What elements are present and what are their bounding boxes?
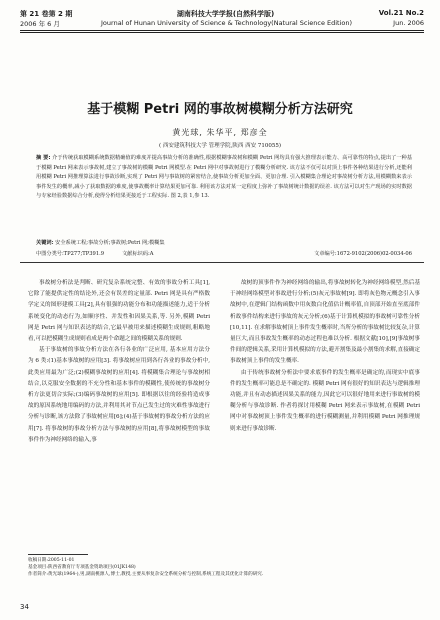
abstract — [36, 154, 412, 202]
volume-cn: 第 21 卷第 2 期 — [20, 10, 73, 18]
abstract-text: 介于传统获取模糊系统数据精确值的难度并提高事故分析的准确性,根据模糊事故树和模糊 Petri 网均具有强大推理表示能力、高可靠性的特点,提出了一种基于模糊 Petri 网来表示事故树,建立了事故树的模糊 Petri 网模型.在 Petri 网中对事故树进行了模糊分析研究. 该方法不仅可以对顶上事件各种结果进行分析,还能利用模糊 Petri 网推理算法进行事故诊断,实现了 Petri 网与事故树的紧密结合,使事故分析更加全面、更加合理. 引入模糊集合理论对事故树分析方法,用模糊数来表示事件发生的概率,减小了获取数据的难度,使事故概率计算结果更加可靠. 利用该方法对某一定程度上弥补了事故树统计数据的误差. 该方法可以对生产现场的实时数据与专家经验数据综合分析,使得分析结果更接近于工程实际. 图 2,表 1,参 13. — [36, 155, 412, 199]
funding: 基金项目:陕西省教育厅专项基金资助项目(01JK148) — [28, 565, 136, 571]
body-column-left — [28, 278, 210, 446]
page-number: 34 — [20, 603, 29, 611]
body-column-right — [230, 278, 420, 435]
paper-title: 基于模糊 Petri 网的事故树模糊分析方法研究 — [87, 102, 353, 117]
authors: 黄光球, 朱华平, 郑彦全 — [172, 128, 268, 137]
paragraph: 基于事故树的事故分析方法在各行各业的广泛应用, 基本应用方法分为 6 类:(1)基本事故树的应用[3]. 将事故树应用到各行各业的事故分析中,此类应用最为广泛;(2)模糊事故树的应用[4]. 将模糊集合理论与事故树相结合,以克服安全数据的不充分性和基本事件的模糊性,使传统的事故树分析方法更切合实际;(3)编码事故树的应用[5]. 即根据以往的经验将造成事故的原因系统地用编码的方法,并利用其对节点已发生过的灾难性事故进行分析与诊断,该方法除了事故树应用[6];(4)基于事故树的事故分析方法的应用[7]. 将事故树的事故分析方法与事故树的应用[8],将事故树模型的事故事件作为神经网络的输入,事 — [28, 347, 210, 443]
keywords — [36, 239, 412, 246]
journal-name-en: Journal of Hunan University of Science & Technology(Natural Science Edition) — [101, 19, 353, 27]
abstract-label: 摘 要: — [36, 155, 51, 161]
volume-en: Vol.21 No.2 — [378, 9, 424, 17]
author-bio: 作者简介:黄光球(1964-),男,湖南桃源人,博士,教授,主要从事复杂安全系统分析与控制,系统工程及其优化计算的研究. — [28, 572, 264, 578]
footnote-rule — [28, 554, 88, 555]
header-rule — [20, 30, 424, 31]
date-cn: 2006 年 6 月 — [20, 20, 60, 28]
classification-line — [36, 250, 412, 257]
affiliation: ( 西安建筑科技大学 管理学院,陕西 西安 710055) — [158, 143, 282, 149]
received-date: 收稿日期:2005-11-01 — [28, 558, 75, 563]
running-header-top — [20, 9, 424, 19]
journal-name-cn: 湖南科技大学学报(自然科学版) — [176, 10, 275, 18]
document-code: 文献标识码:A — [122, 251, 154, 257]
paragraph: 由于传统事故树分析法中要求底事件的发生概率是确定的,而现实中底事件的发生概率可能总是不确定的. 模糊 Petri 网有很好的知识表达与逻辑推理功能,并且有动态描述因果关系的能力,因此它可以很好地用来进行事故树的模糊分析与事故诊断. 作者将探讨用模糊 Petri 网来表示事故树,在模糊 Petri 网中对事故树顶上事件发生概率的进行模糊测量,并利用模糊 Petri 网推理规则来进行事故诊断. — [230, 369, 420, 432]
paragraph: 事故树分析法是判断、研究复杂系统完整、有效的事故分析工具[1],它除了能提供定性的结论外,还会有误差的定量部. Petri 网是具有严格数学定义的图形建模工具[2],具有很强的功能分布和功能描述能力,适于分析系统变化的动态行为,如顺序性、并发性和因果关系,等. 另外,模糊 Petri 网是 Petri 网与知识表达的结合,它最早被用来描述模糊生成规则,粗略地看,可以把模糊生成规则看成是两个命题之间的模糊关系的规则. — [28, 280, 210, 343]
header-rule-thin — [20, 32, 424, 33]
running-header-bottom — [20, 19, 424, 28]
keywords-label: 关键词: — [36, 240, 54, 246]
date-en: Jun. 2006 — [393, 19, 424, 27]
keywords-text: 安全系统工程;事故分析;事故树;Petri 网;模糊集 — [55, 240, 165, 246]
article-number: 文章编号:1672-9102(2006)02-0034-06 — [314, 251, 412, 257]
paragraph: 故树的顶事件作为神经网络的输出,将事故树转化为神经网络模型,然后基于神经网络模型对事故进行分析;(5)灰元事故树[9]. 即将灰色物元概念引入事故树中,在逻辑门结构函数中用灰数白化值估计概率值,自顶部开始直至底部件析故事件结构来进行事故的灰元分析;(6)基于计算机模拟的事故树可靠性分析[10,11]. 在求解事故树顶上事件发生概率时,当所分析的事故树比较复杂,计算量巨大,而且事故发生概率的动态过程也难以分析. 根据文献[10],[9]事故树事件间的逻辑关系,采用计算机模拟的方法,避开割集及最小割集的求解,直接确定事故树顶上事件的发生概率. — [230, 280, 420, 365]
section-divider — [20, 262, 424, 263]
footnote — [28, 557, 428, 579]
clc-number: 中图分类号:TP277;TP391.9 — [36, 251, 105, 257]
